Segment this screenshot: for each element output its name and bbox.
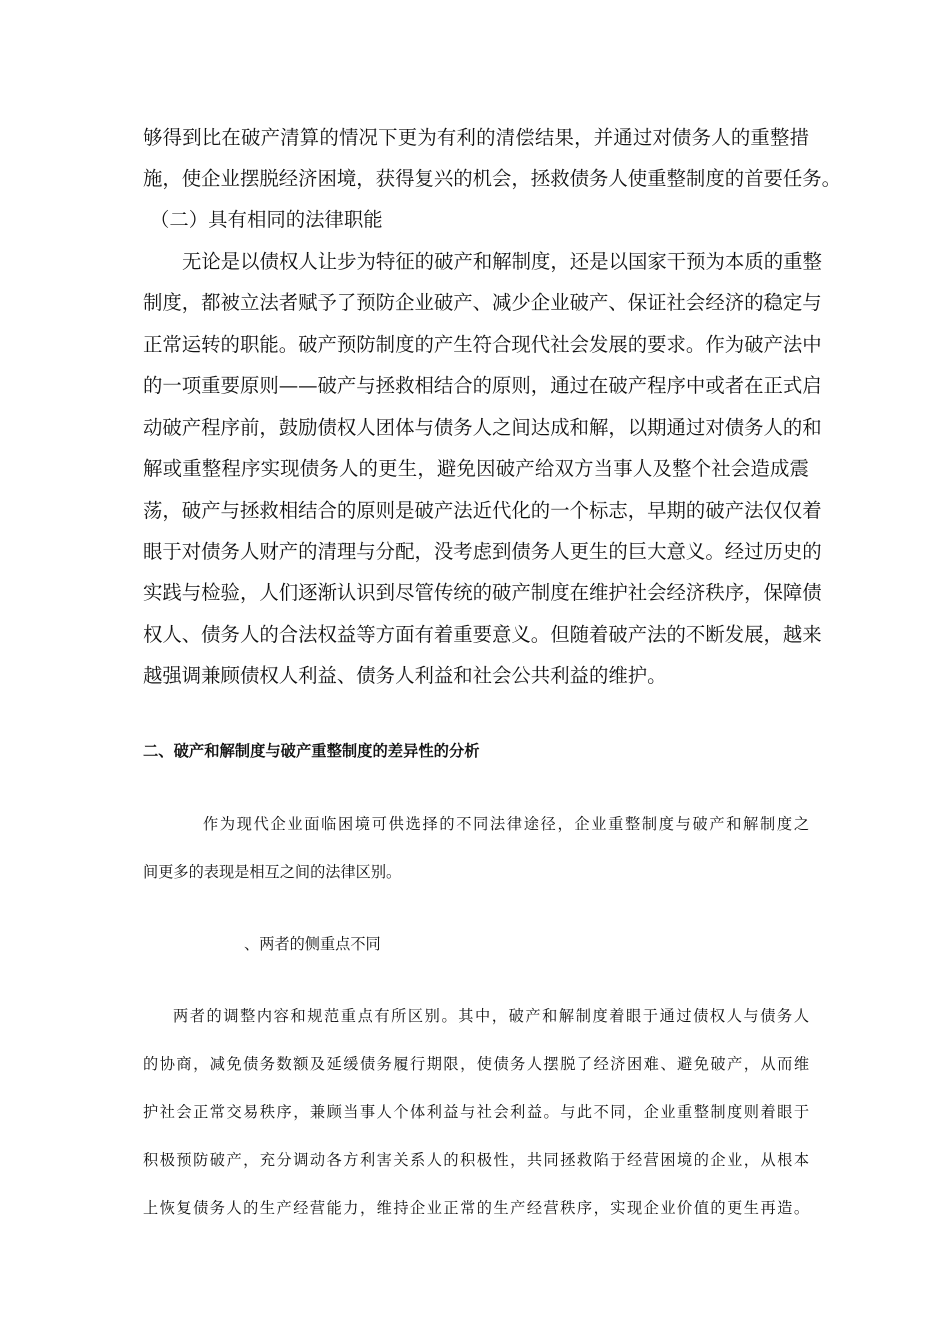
paragraph-line: 制度，都被立法者赋予了预防企业破产、减少企业破产、保证社会经济的稳定与: [143, 291, 822, 314]
paragraph-line: 解或重整程序实现债务人的更生，避免因破产给双方当事人及整个社会造成震: [143, 457, 809, 480]
paragraph-line: 积极预防破产，充分调动各方利害关系人的积极性，共同拯救陷于经营困境的企业，从根本: [143, 1151, 809, 1169]
paragraph-line: 护社会正常交易秩序，兼顾当事人个体利益与社会利益。与此不同，企业重整制度则着眼于: [143, 1103, 809, 1121]
paragraph-line: 的一项重要原则——破产与拯救相结合的原则，通过在破产程序中或者在正式启: [143, 374, 822, 397]
subheading: 、两者的侧重点不同: [244, 935, 381, 953]
paragraph-line: 够得到比在破产清算的情况下更为有利的清偿结果，并通过对债务人的重整措: [143, 126, 809, 149]
paragraph-line: 眼于对债务人财产的清理与分配，没考虑到债务人更生的巨大意义。经过历史的: [143, 540, 822, 563]
paragraph-line: 作为现代企业面临困境可供选择的不同法律途径，企业重整制度与破产和解制度之: [203, 815, 809, 833]
paragraph-line: 越强调兼顾债权人利益、债务人利益和社会公共利益的维护。: [143, 664, 667, 687]
paragraph-line: 权人、债务人的合法权益等方面有着重要意义。但随着破产法的不断发展，越来: [143, 623, 822, 646]
paragraph-line: 实践与检验，人们逐渐认识到尽管传统的破产制度在维护社会经济秩序，保障债: [143, 581, 822, 604]
paragraph-line: 正常运转的职能。破产预防制度的产生符合现代社会发展的要求。作为破产法中: [143, 333, 822, 356]
paragraph-line: 施，使企业摆脱经济困境，获得复兴的机会，拯救债务人使重整制度的首要任务。: [143, 167, 842, 190]
section-title: （二）具有相同的法律职能: [150, 208, 383, 231]
paragraph-line: 无论是以债权人让步为特征的破产和解制度，还是以国家干预为本质的重整: [182, 250, 822, 273]
paragraph-line: 间更多的表现是相互之间的法律区别。: [143, 863, 402, 881]
paragraph-line: 两者的调整内容和规范重点有所区别。其中，破产和解制度着眼于通过债权人与债务人: [173, 1007, 809, 1025]
paragraph-line: 的协商，减免债务数额及延缓债务履行期限，使债务人摆脱了经济困难、避免破产，从而维: [143, 1055, 809, 1073]
paragraph-line: 荡，破产与拯救相结合的原则是破产法近代化的一个标志，早期的破产法仅仅着: [143, 499, 822, 522]
paragraph-line: 动破产程序前，鼓励债权人团体与债务人之间达成和解，以期通过对债务人的和: [143, 416, 822, 439]
paragraph-line: 上恢复债务人的生产经营能力，维持企业正常的生产经营秩序，实现企业价值的更生再造。: [143, 1199, 809, 1217]
chapter-heading: 二、破产和解制度与破产重整制度的差异性的分析: [143, 742, 480, 760]
